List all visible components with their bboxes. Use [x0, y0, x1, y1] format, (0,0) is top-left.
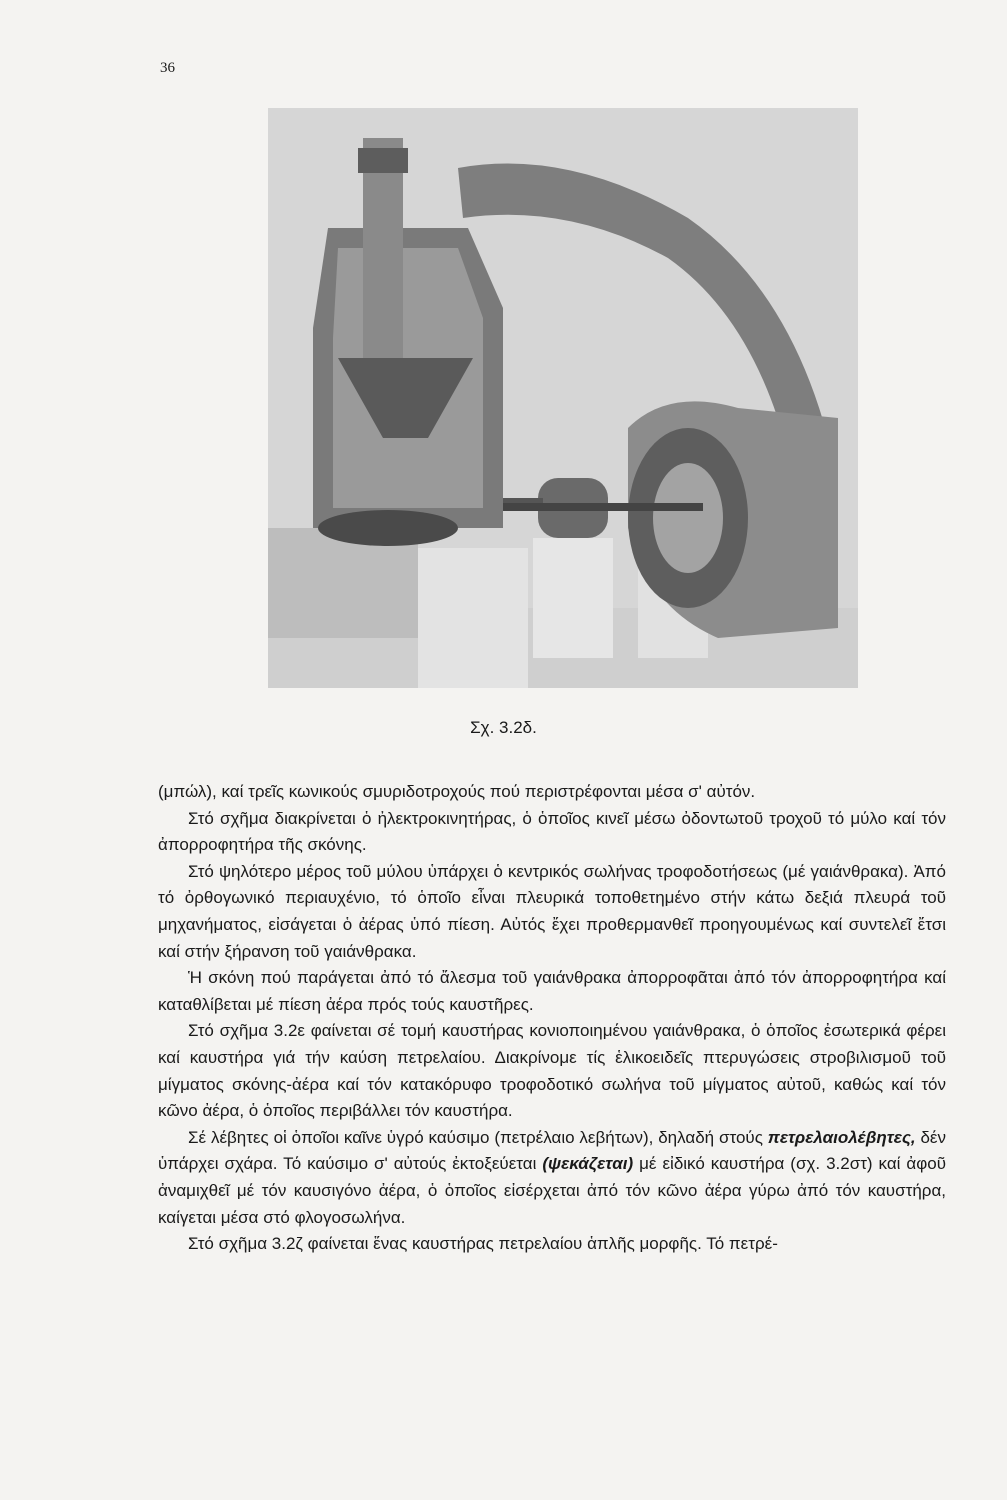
page-number: 36 — [160, 60, 175, 76]
paragraph-7: Στό σχῆμα 3.2ζ φαίνεται ἕνας καυστήρας πετρελαίου ἁπλῆς μορφῆς. Τό πετρέ- — [188, 1234, 778, 1254]
paragraph-1: (μπώλ), καί τρεῖς κωνικούς σμυριδοτροχούς πού περιστρέφονται μέσα σ' αὐτόν. — [158, 782, 756, 801]
paragraph-5: Στό σχῆμα 3.2ε φαίνεται σέ τομή καυστήρας κονιοποιημένου γαιάνθρακα, ὁ ὁποῖος ἐσωτερικά φέρει καί καυστήρα γιά τήν καύση πετρελαίου. Διακρίνομε τίς ἑλικοειδεῖς πτερυγώσεις στροβιλισμοῦ τοῦ μίγματος σκόνης-ἀέρα καί τόν κατακόρυφο τροφοδοτικό σωλήνα τοῦ μίγματος αὐτοῦ, καθώς καί τόν κῶνο ἀέρα, ὁ ὁποῖος περιβάλλει τόν καυστήρα. — [158, 1021, 946, 1121]
figure-coal-mill-photo — [268, 108, 858, 688]
body-text — [158, 779, 946, 1258]
paragraph-2: Στό σχῆμα διακρίνεται ὁ ἠλεκτροκινητήρας, ὁ ὁποῖος κινεῖ μέσω ὀδοντωτοῦ τροχοῦ τό μύλο καί τόν ἀπορροφητήρα τῆς σκόνης. — [158, 808, 946, 855]
paragraph-6: Σέ λέβητες οἱ ὁποῖοι καῖνε ὑγρό καύσιμο (πετρέλαιο λεβήτων), δηλαδή στούς πετρελαιολέβητες, δέν ὑπάρχει σχάρα. Τό καύσιμο σ' αὐτούς ἐκτοξεύεται (ψεκάζεται) μέ εἰδικό καυστήρα (σχ. 3.2στ) καί ἀφοῦ ἀναμιχθεῖ μέ τόν καυσιγόνο ἀέρα, ὁ ὁποῖος εἰσέρχεται ἀπό τόν κῶνο ἀέρα γύρω ἀπό τόν καυστήρα, καίγεται μέσα στό φλογοσωλήνα. — [158, 1127, 947, 1227]
paragraph-3: Στό ψηλότερο μέρος τοῦ μύλου ὑπάρχει ὁ κεντρικός σωλήνας τροφοδοτήσεως (μέ γαιάνθρακα). Ἀπό τό ὀρθογωνικό περιαυχένιο, τό ὁποῖο εἶναι πλευρικά τοποθετημένο στήν κάτω δεξιά πλευρά τοῦ μηχανήματος, εἰσάγεται ὁ ἀέρας ὑπό πίεση. Αὐτός ἔχει προθερμανθεῖ προηγουμένως καί συντελεῖ ἔτσι καί στήν ξήρανση τοῦ γαιάνθρακα. — [158, 861, 946, 961]
figure-caption: Σχ. 3.2δ. — [470, 718, 537, 737]
term-sprayed: (ψεκάζεται) — [542, 1154, 634, 1174]
paragraph-4: Ἡ σκόνη πού παράγεται ἀπό τό ἄλεσμα τοῦ γαιάνθρακα ἀπορροφᾶται ἀπό τόν ἀπορροφητήρα καί καταθλίβεται μέ πίεση ἀέρα πρός τούς καυστῆρες. — [158, 968, 946, 1014]
term-oil-boilers: πετρελαιολέβητες, — [767, 1127, 916, 1147]
coal-mill-illustration — [268, 108, 858, 688]
